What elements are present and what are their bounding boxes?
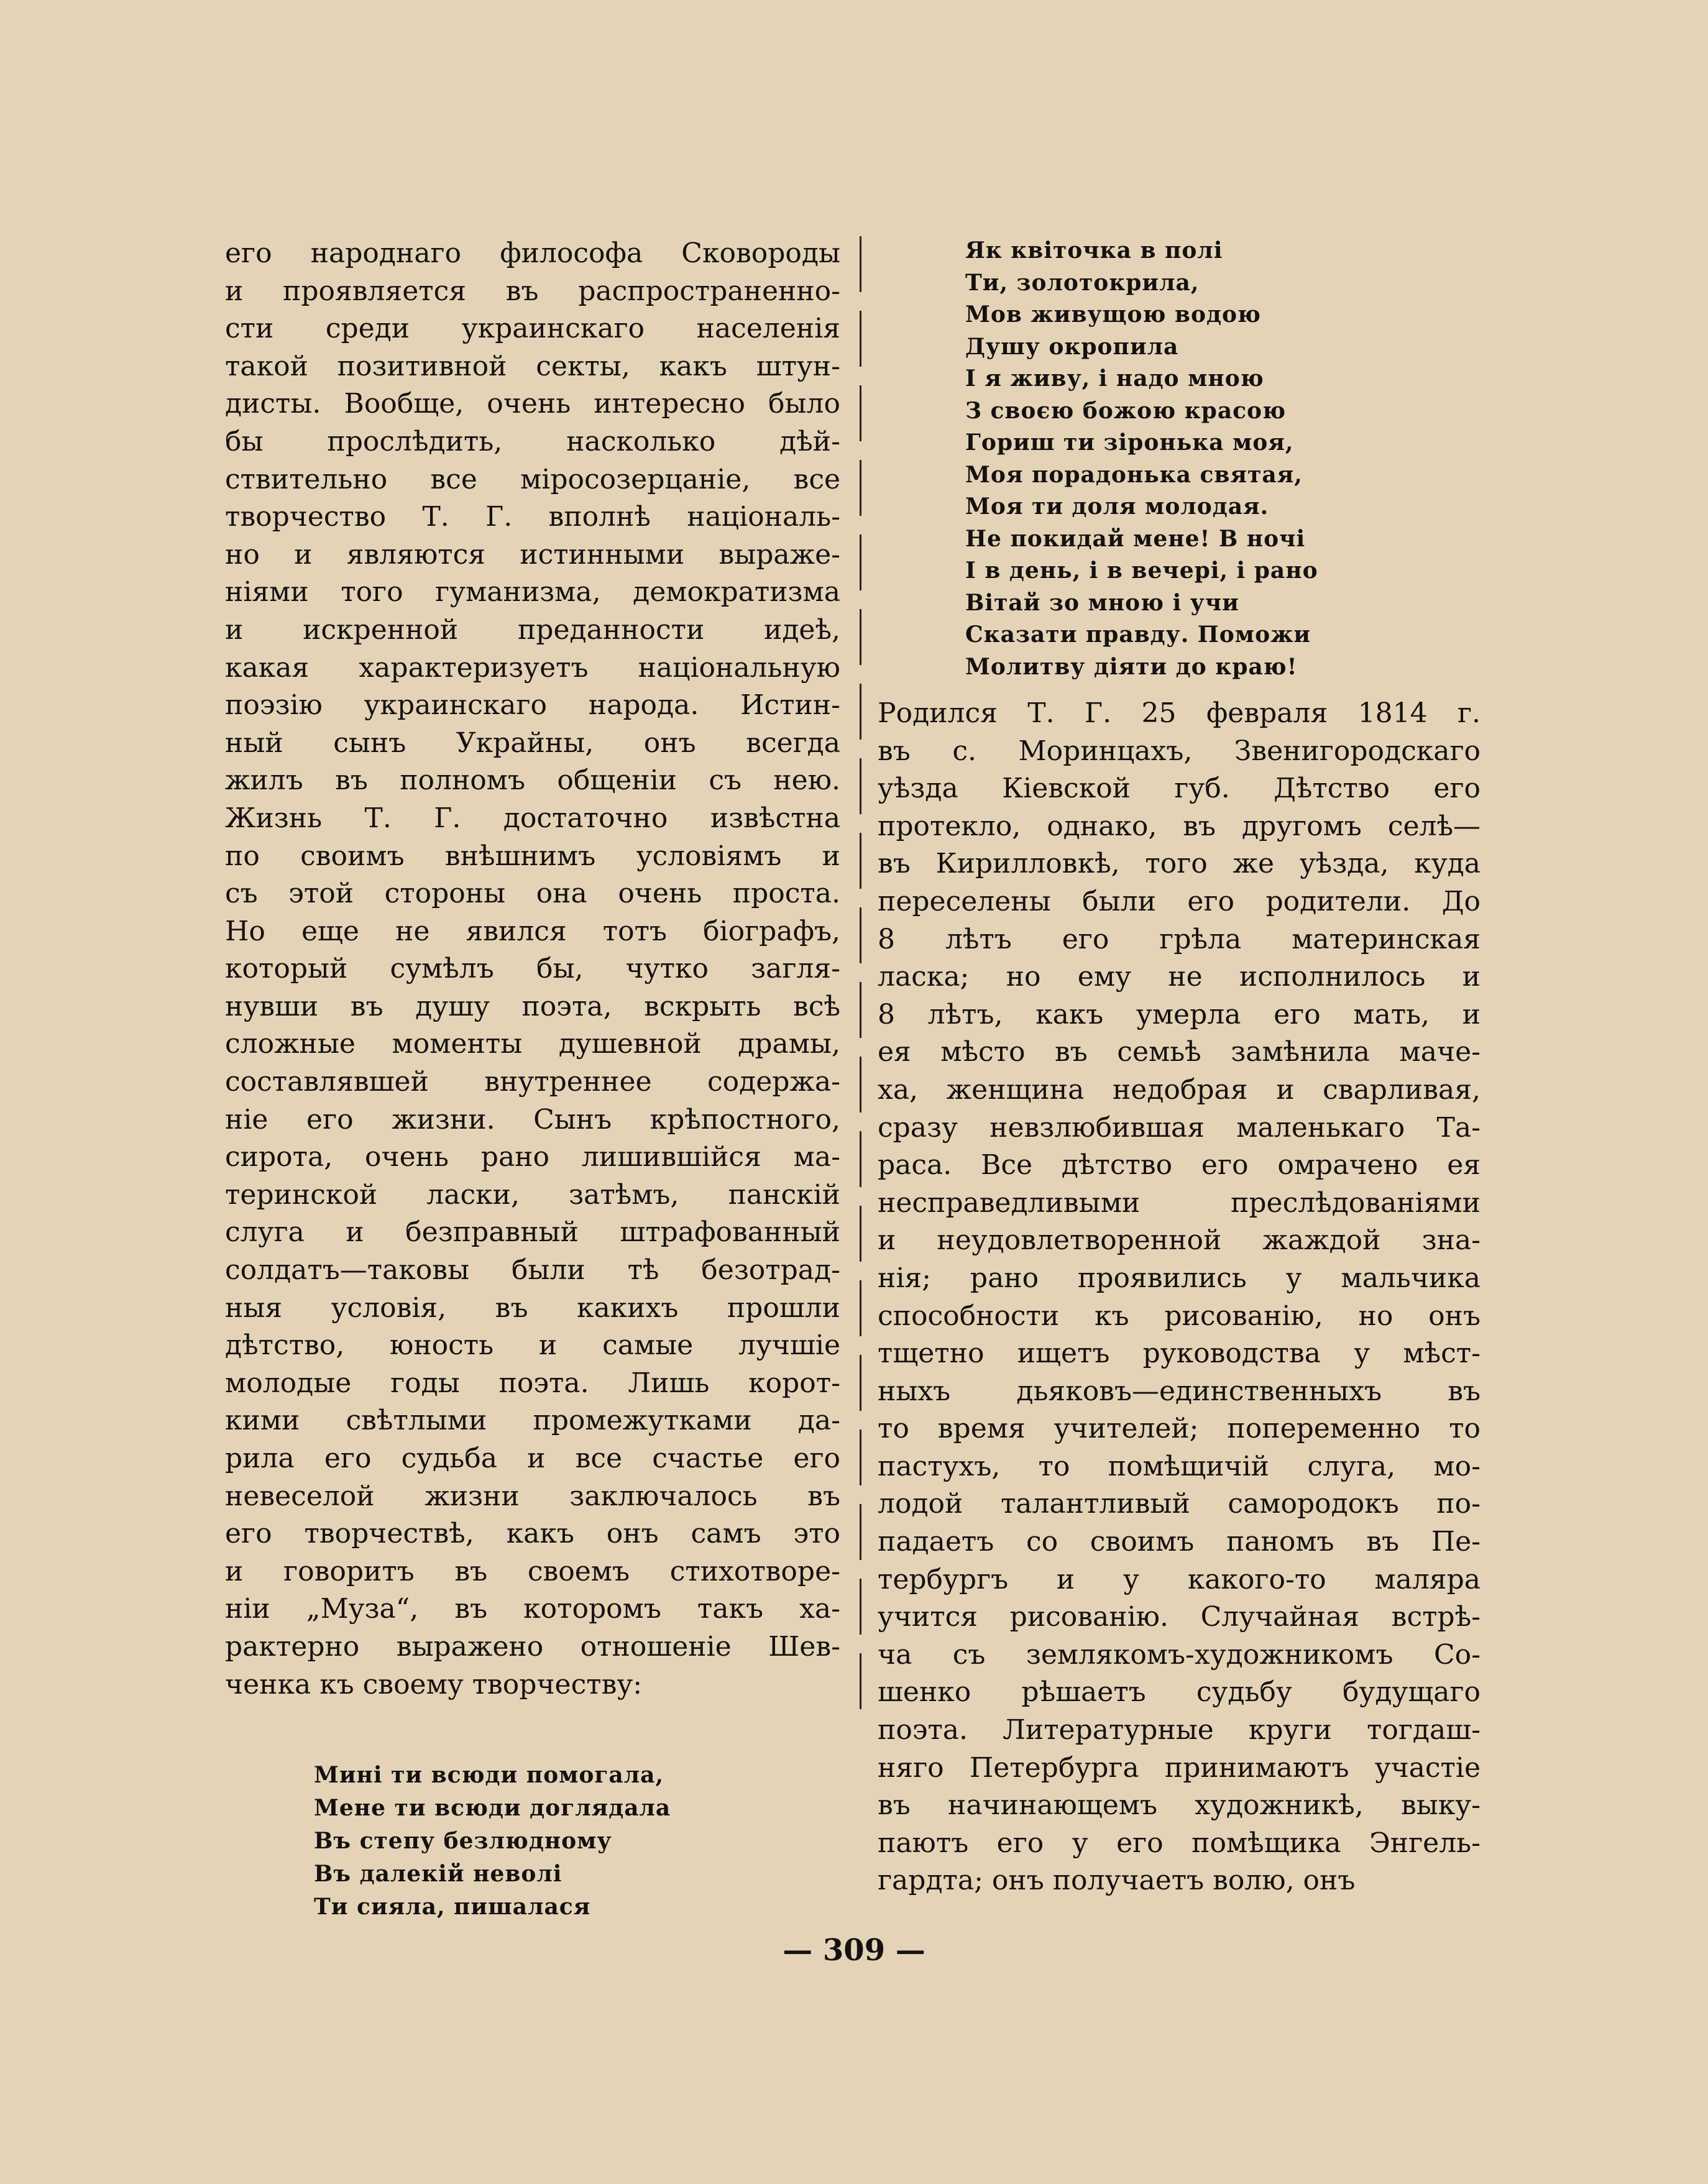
text-line: паютъ его у его помѣщика Энгель- (878, 1827, 1481, 1859)
text-line: падаетъ со своимъ паномъ въ Пе- (878, 1526, 1481, 1558)
verse-line: З своєю божою красою (965, 397, 1286, 424)
text-line: ныя условія, въ какихъ прошли (225, 1292, 840, 1324)
text-line: способности къ рисованію, но онъ (878, 1300, 1481, 1332)
verse-line: І в день, і в вечері, і рано (965, 557, 1318, 584)
verse-line: Ти, золотокрила, (965, 269, 1200, 296)
text-line: сти среди украинскаго населенія (225, 313, 840, 345)
verse-line: Душу окропила (965, 333, 1179, 360)
verse-line: Въ степу безлюдному (314, 1828, 612, 1854)
text-line: творчество Т. Г. вполнѣ національ- (225, 501, 840, 533)
text-line: съ этой стороны она очень проста. (225, 878, 840, 910)
text-line: 8 лѣтъ, какъ умерла его мать, и (878, 998, 1481, 1030)
text-line: дисты. Вообще, очень интересно было (225, 388, 840, 420)
text-line: переселены были его родители. До (878, 885, 1481, 917)
text-line: поэта. Литературные круги тогдаш- (878, 1714, 1481, 1746)
text-line: протекло, однако, въ другомъ селѣ— (878, 810, 1481, 842)
text-line: ха, женщина недобрая и сварливая, (878, 1073, 1481, 1106)
text-line: который сумѣлъ бы, чутко загля- (225, 953, 840, 985)
text-line: ніе его жизни. Сынъ крѣпостного, (225, 1103, 840, 1136)
verse-line: Молитву діяти до краю! (965, 653, 1298, 680)
text-line: молодые годы поэта. Лишь корот- (225, 1367, 840, 1399)
text-line: 8 лѣтъ его грѣла материнская (878, 923, 1481, 955)
text-line: сложные моменты душевной драмы, (225, 1028, 840, 1060)
verse-line: Не покидай мене! В ночі (965, 525, 1306, 552)
text-line: слуга и безправный штрафованный (225, 1216, 840, 1249)
verse-line: Мині ти всюди помогала, (314, 1762, 664, 1788)
verse-line: Моя порадонька святая, (965, 461, 1303, 488)
text-line: Родился Т. Г. 25 февраля 1814 г. (878, 697, 1481, 729)
text-line: ласка; но ему не исполнилось и (878, 961, 1481, 993)
text-line: но и являются истинными выраже- (225, 538, 840, 571)
text-line: бы прослѣдить, насколько дѣй- (225, 425, 840, 457)
text-line: уѣзда Кіевской губ. Дѣтство его (878, 773, 1481, 805)
text-line: учится рисованію. Случайная встрѣ- (878, 1601, 1481, 1633)
text-line: ченка къ своему творчеству: (225, 1668, 643, 1700)
left-column-prose (225, 235, 840, 1704)
text-line: Но еще не явился тотъ біографъ, (225, 915, 840, 947)
text-line: его творчествѣ, какъ онъ самъ это (225, 1518, 840, 1550)
verse-line: Мене ти всюди доглядала (314, 1795, 671, 1821)
verse-line: Вітай зо мною і учи (965, 589, 1239, 616)
text-line: ніями того гуманизма, демократизма (225, 576, 840, 608)
text-line: въ с. Моринцахъ, Звенигородскаго (878, 735, 1481, 767)
column-divider (860, 236, 861, 1722)
text-line: гардта; онъ получаетъ волю, онъ (878, 1865, 1356, 1897)
text-line: дѣтство, юность и самые лучшіе (225, 1329, 840, 1362)
text-line: невеселой жизни заключалось въ (225, 1480, 840, 1512)
text-line: несправедливыми преслѣдованіями (878, 1186, 1481, 1219)
text-line: ствительно все міросозерцаніе, все (225, 463, 840, 495)
text-line: такой позитивной секты, какъ штун- (225, 350, 840, 382)
text-line: рила его судьба и все счастье его (225, 1443, 840, 1474)
verse-line: І я живу, і надо мною (965, 365, 1264, 392)
text-line: и говоритъ въ своемъ стихотворе- (225, 1555, 840, 1587)
text-line: ніи „Муза“, въ которомъ такъ ха- (225, 1593, 840, 1625)
page-number: — 309 — (783, 1933, 925, 1968)
verse-line: Моя ти доля молодая. (965, 493, 1269, 520)
verse-line: Мов живущою водою (965, 301, 1261, 328)
text-line: и проявляется въ распространенно- (225, 275, 840, 307)
left-column-verse (314, 1759, 749, 1924)
text-line: поэзію украинскаго народа. Истин- (225, 689, 840, 722)
verse-line: Як квіточка в полі (965, 237, 1223, 264)
text-line: жилъ въ полномъ общеніи съ нею. (225, 764, 840, 797)
text-line: раса. Все дѣтство его омрачено ея (878, 1149, 1481, 1181)
text-line: Жизнь Т. Г. достаточно извѣстна (225, 802, 840, 834)
text-line: ныхъ дьяковъ—единственныхъ въ (878, 1375, 1481, 1407)
verse-line: Сказати правду. Поможи (965, 622, 1311, 648)
right-column-verse (965, 235, 1438, 683)
text-line: тербургъ и у какого-то маляра (878, 1563, 1481, 1595)
text-line: и искренной преданности идеѣ, (225, 613, 840, 646)
text-line: въ начинающемъ художникѣ, выку- (878, 1789, 1481, 1822)
text-line: сирота, очень рано лишившійся ма- (225, 1141, 840, 1173)
verse-line: Ти сияла, пишалася (314, 1894, 591, 1920)
text-line: ея мѣсто въ семьѣ замѣнила маче- (878, 1036, 1481, 1068)
text-line: какая характеризуетъ національную (225, 651, 840, 684)
text-line: тщетно ищетъ руководства у мѣст- (878, 1337, 1481, 1370)
text-line: пастухъ, то помѣщичій слуга, мо- (878, 1450, 1481, 1482)
right-column-prose (878, 695, 1481, 1900)
text-line: няго Петербурга принимаютъ участіе (878, 1751, 1481, 1784)
text-line: нія; рано проявились у мальчика (878, 1262, 1481, 1294)
verse-line: Гориш ти зіронька моя, (965, 429, 1294, 456)
text-line: сразу невзлюбившая маленькаго Та- (878, 1111, 1481, 1144)
text-line: рактерно выражено отношеніе Шев- (225, 1630, 840, 1663)
text-line: нувши въ душу поэта, вскрыть всѣ (225, 990, 840, 1022)
text-line: составлявшей внутреннее содержа- (225, 1066, 840, 1098)
text-line: солдатъ—таковы были тѣ безотрад- (225, 1254, 840, 1287)
text-line: по своимъ внѣшнимъ условіямъ и (225, 840, 840, 872)
text-line: теринской ласки, затѣмъ, панскій (225, 1178, 840, 1211)
text-line: то время учителей; попеременно то (878, 1413, 1481, 1445)
text-line: лодой талантливый самородокъ по- (878, 1488, 1481, 1520)
text-line: его народнаго философа Сковороды (225, 237, 840, 269)
text-line: въ Кирилловкѣ, того же уѣзда, куда (878, 848, 1481, 880)
text-line: ный сынъ Украйны, онъ всегда (225, 727, 840, 759)
verse-line: Въ далекій неволі (314, 1861, 562, 1887)
text-line: ча съ землякомъ-художникомъ Со- (878, 1638, 1481, 1671)
text-line: шенко рѣшаетъ судьбу будущаго (878, 1676, 1481, 1709)
text-line: кими свѣтлыми промежутками да- (225, 1405, 840, 1437)
text-line: и неудовлетворенной жаждой зна- (878, 1224, 1481, 1257)
